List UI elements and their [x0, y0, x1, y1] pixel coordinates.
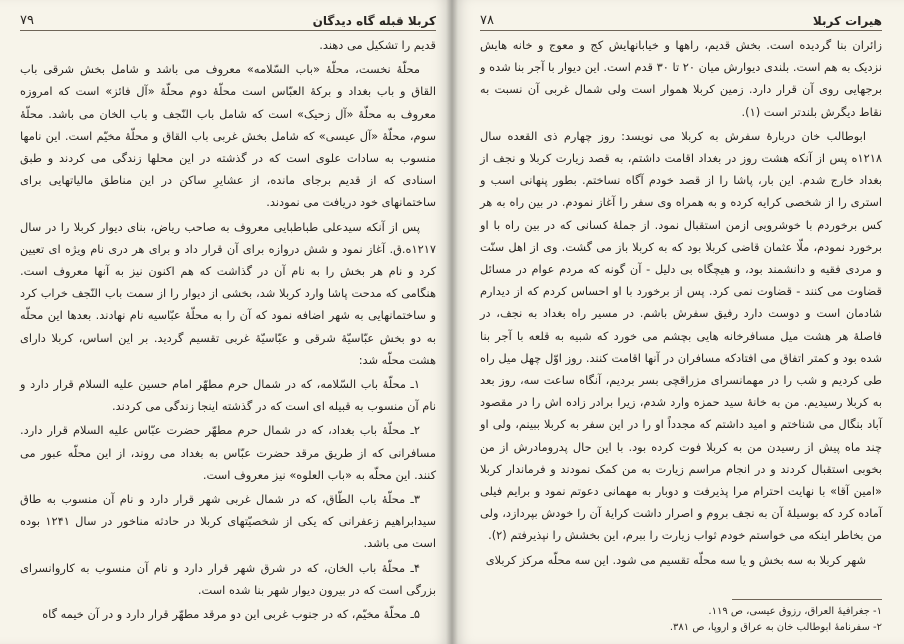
footnote: ۲- سفرنامهٔ ابوطالب خان به عراق و اروپا، ص ۳۸۱. [669, 622, 882, 633]
list-item: ۴ـ محلّهٔ باب الخان، که در شرق شهر قرار دارد و نام آن منسوب به کاروانسرای بزرگی است که در بیرون دیوار شهر بنا شده است. [20, 560, 436, 597]
paragraph: پس از آنکه سیدعلی طباطبایی معروف به صاحب ریاض، بنای دیوار کربلا را در سال ۱۲۱۷ه.ق. آغاز نمود و شش دروازه برای آن قرار داد و برای هر دری نام ویژه ای تعیین کرد و نام هر بخش را به نام آن در گذاشت که هم اکنون نیز به آنها معروف است. هنگامی که مدحت پاشا وارد کربلا شد، بخشی از دیوار را از سمت باب النّجف خراب کرد و ساختمانهایی به شهر اضافه نمود که آن را به محلّهٔ عبّاسیه نام نهادند. بعدها این محلّه به دو بخش عبّاسیّهٔ شرقی و عبّاسیّهٔ غربی تقسیم گردید. بر این اساس، کربلا دارای هشت محلّه شد: [20, 219, 436, 367]
right-page [452, 0, 904, 644]
footnote-divider [732, 599, 882, 600]
page-number: ۷۸ [480, 13, 494, 28]
paragraph: قدیم را تشکیل می دهند. [319, 38, 436, 52]
list-item: ۳ـ محلّهٔ باب الطّاق، که در شمال غربی شهر قرار دارد و نام آن منسوب به طاق سیدابراهیم زعفرانی که یکی از شخصیّتهای کربلا در حادثه مناخور در سال ۱۲۴۱ بوده است می باشد. [20, 492, 436, 551]
running-title: کربلا قبله گاه دیدگان [312, 14, 436, 28]
paragraph: زائران بنا گردیده است. بخش قدیم، راهها و خیابانهایش کج و معوج و خانه هایش نزدیک به هم است. بلندی دیوارش میان ۲۰ تا ۳۰ قدم است. این دیوار با آجر بنا شده و برجهایی روی آن قرار دارد. زمین کربلا هموار است ولی شمال غربی آن نسبت به نقاط دیگرش بلندتر است (۱). [480, 38, 882, 119]
list-item: ۱ـ محلّهٔ باب السّلامه، که در شمال حرم مطهّر امام حسین علیه السلام قرار دارد و نام آن منسوب به قبیله ای است که در گذشته اینجا زندگی می کردند. [20, 377, 436, 414]
paragraph: ابوطالب خان دربارهٔ سفرش به کربلا می نویسد: روز چهارم ذی القعده سال ۱۲۱۸ه پس از آنکه هشت روز در بغداد اقامت داشتم، به قصد زیارت کربلا و نجف از بغداد خارج شدم. این بار، پاشا را از قصد خودم آگاه نساختم. بطور پنهانی اسب و استری را از شخصی کرایه کرده و به همراه وی سفر را آغاز نمودم. در بین راه به هر کس برخوردم با خوشرویی ازمن استقبال نمود. از جملهٔ کسانی که در بین راه با او برخورد نمودم، ملّا عثمان قاضی کربلا بود که به کربلا باز می گشت. وی از اهل سنّت و مردی فقیه و دانشمند بود، و هیچگاه بی دلیل - آن گونه که مردم عوام در مسائل قضاوت می کنند - قضاوت نمی کرد. پس از برخورد با او احساس کردم که از دیدارم شادمان است و دوست دارد رفیق سفرش باشم. در مسیر راه بغداد به نجف، در فاصلهٔ هر هشت میل مسافرخانه هایی بچشم می خورد که شبیه به قلعه با آجر بنا شده بود و کمتر اتفاق می افتادکه مسافران در آنها اقامت کنند. روز اوّل چهل میل راه طی کردیم و شب را در مهمانسرای مزراقچی بسر بردیم، آنگاه ساعت سه، روز بعد به کربلا رسیدیم. من به خانهٔ سید حمزه وارد شدم، زیرا برادر زاده اش را در مقصود آباد بنگال می شناختم و امید داشتم که مجدداً او را در این سفر به کربلا ببینم، ولی او چند ماه پیش از رسیدن من به کربلا فوت کرده بود. با این حال پدرومادرش از من بخوبی استقبال کردند و در انجام مراسم زیارت به من کمک نمودند و فرماندار کربلا «امین آقا» با نهایت احترام مرا پذیرفت و دوبار به مهمانی دعوتم نمود و برایم فیلی آماده کرد که بوسیلهٔ آن به نجف بروم و اصرار داشت کرایهٔ آن را خودش بپردازد، ولی من بخاطر اینکه می خواستم خودم ثواب زیارت را ببرم، این بخشش را نپذیرفتم (۲). [480, 128, 882, 543]
footnotes [480, 604, 882, 636]
left-page-body [20, 34, 436, 634]
right-page-body [480, 34, 882, 592]
footnote: ۱- جغرافیهٔ العراق، رزوق عیسی، ص ۱۱۹. [708, 606, 882, 617]
paragraph: محلّهٔ نخست، محلّهٔ «باب السّلامه» معروف می باشد و شامل بخش شرقی باب القاق و باب بغداد و برکهٔ العبّاس است محلّهٔ دوم محلّهٔ «آل فائز» است که امروزه معروف به محلّهٔ «آل زحیک» است که شامل باب النّجف و باب الخان می باشد. محلّهٔ سوم، محلّهٔ «آل عیسی» که شامل بخش غربی باب القاق و محلّهٔ مخیّم است. این نامها منسوب به سادات علوی است که در گذشته در این محلها زندگی می کردند و طبق اسنادی که از قدیم برجای مانده، از عشایرِ ساکن در این مناطق مالیاتهایی برای ساختمانهای خود دریافت می نمودند. [20, 62, 436, 210]
left-page-header [20, 6, 436, 31]
book-gutter [446, 0, 458, 644]
right-page-header [480, 6, 882, 31]
running-title: هیرات کربلا [812, 14, 882, 28]
paragraph: شهر کربلا به سه بخش و یا سه محلّه تقسیم می شود. این سه محلّه مرکز کربلای [485, 552, 866, 567]
list-item: ۵ـ محلّهٔ مخیّم، که در جنوب غربی این دو مرقد مطهّر قرار دارد و در آن خیمه گاه [42, 607, 420, 622]
page-number: ۷۹ [20, 13, 34, 28]
list-item: ۲ـ محلّهٔ باب بغداد، که در شمال حرم مطهّر حضرت عبّاس علیه السلام قرار دارد. مسافرانی که از طریق مرقد حضرت عبّاس به بغداد می روند، از این محلّه عبور می کنند. این محلّه به «باب العلوه» نیز معروف است. [20, 423, 436, 482]
